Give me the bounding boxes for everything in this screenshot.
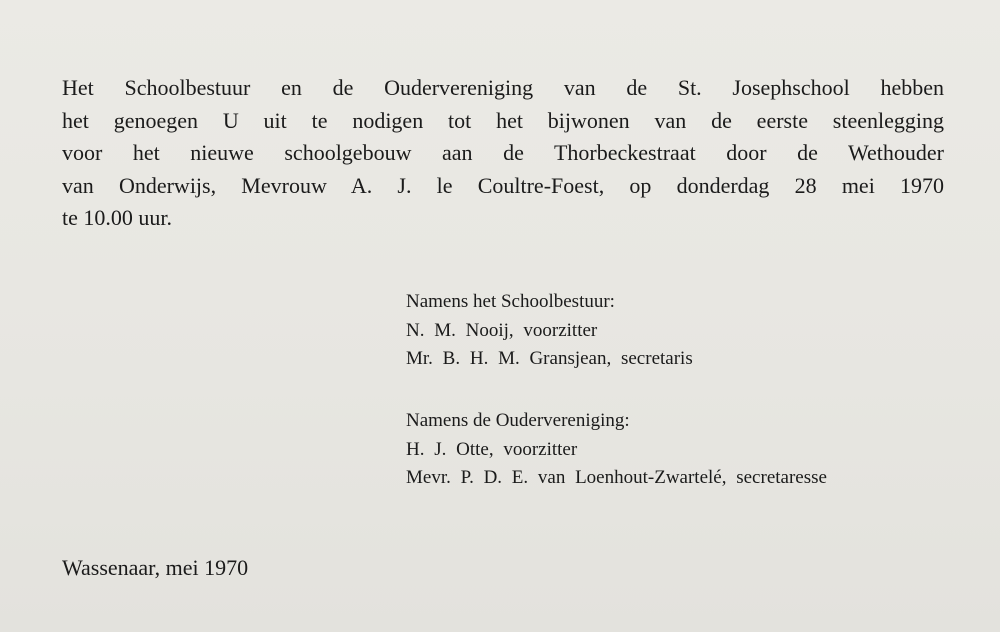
school-board-heading: Namens het Schoolbestuur:: [406, 291, 615, 312]
parents-association-heading: Namens de Oudervereniging:: [406, 410, 630, 431]
parents-association-signature-block: [406, 407, 966, 493]
place-and-date: Wassenaar, mei 1970: [62, 555, 249, 580]
invitation-line-1: Het Schoolbestuur en de Oudervereniging van de St. Josephschool hebben: [62, 75, 944, 100]
invitation-line-5: te 10.00 uur.: [62, 205, 172, 230]
school-board-chair: N. M. Nooij, voorzitter: [406, 319, 598, 341]
invitation-line-2: het genoegen U uit te nodigen tot het bijwonen van de eerste steenlegging: [62, 107, 944, 133]
parents-association-secretary: Mevr. P. D. E. van Loenhout-Zwartelé, secretaresse: [406, 467, 827, 488]
parents-association-chair: H. J. Otte, voorzitter: [406, 438, 578, 460]
invitation-line-4: van Onderwijs, Mevrouw A. J. le Coultre-Foest, op donderdag 28 mei 1970: [62, 172, 944, 198]
school-board-signature-block: [406, 288, 966, 374]
invitation-line-3: voor het nieuwe schoolgebouw aan de Thorbeckestraat door de Wethouder: [62, 140, 944, 165]
school-board-secretary: Mr. B. H. M. Gransjean, secretaris: [406, 348, 693, 369]
invitation-text: [62, 72, 962, 235]
